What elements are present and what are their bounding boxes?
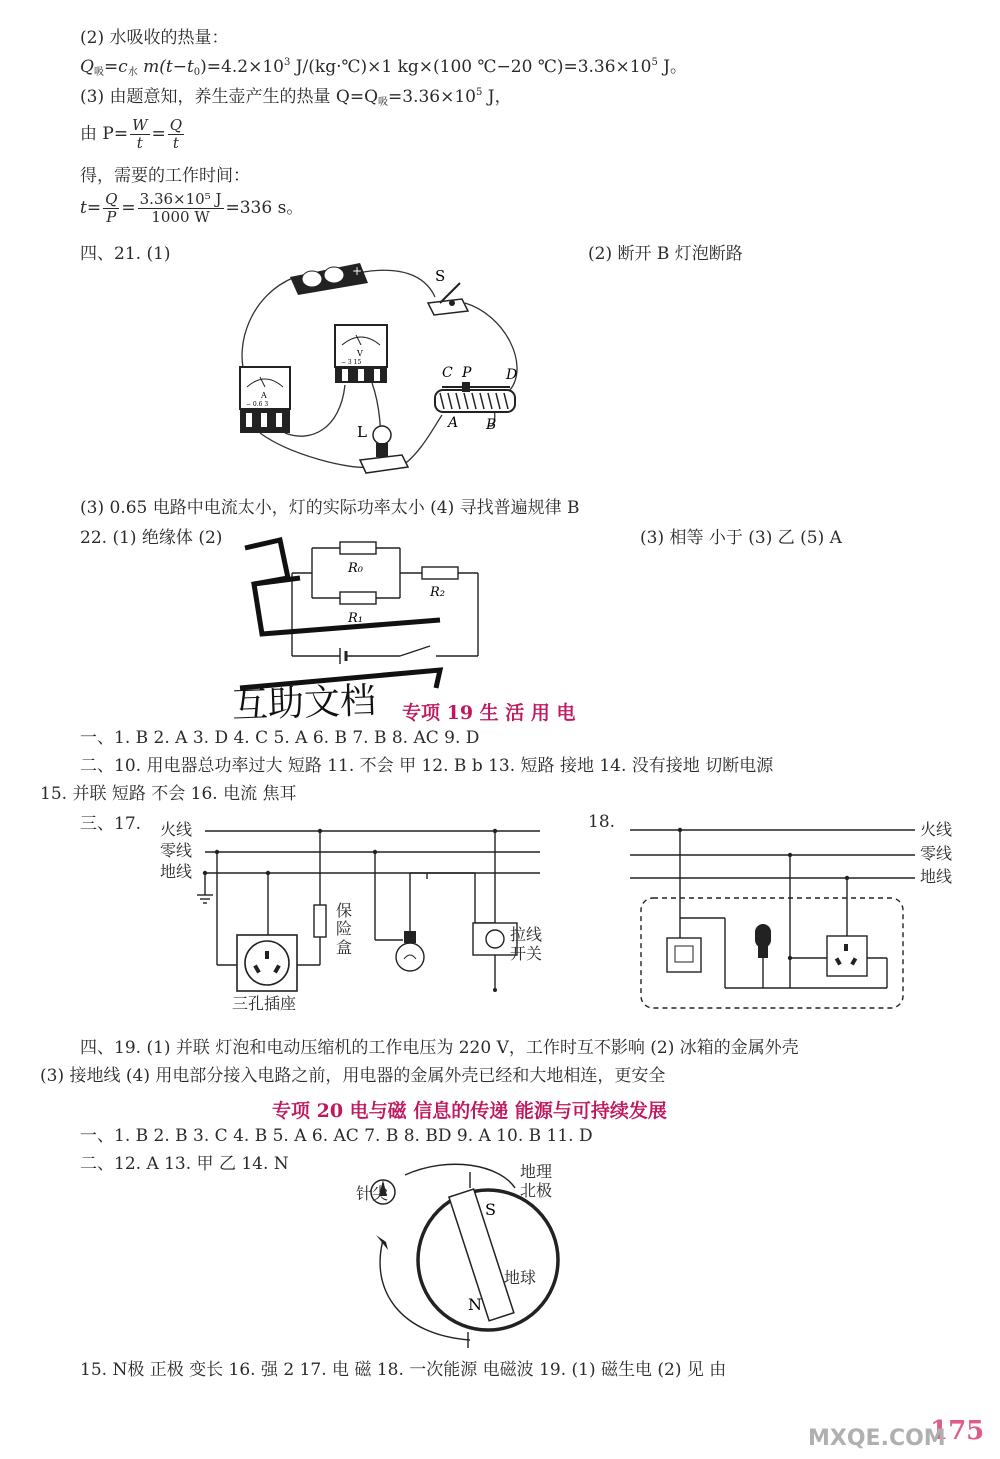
socket-icon [237, 935, 297, 991]
section-19-fill-answers-2: 15. 并联 短路 不会 16. 电流 焦耳 [40, 784, 297, 804]
section-20-choice-answers: 一、1. B 2. B 3. C 4. B 5. A 6. AC 7. B 8. BD 9. A 10. B 11. D [80, 1126, 593, 1146]
q17-zero-line-label: 零线 [160, 841, 193, 860]
rheostat-p: P [462, 365, 472, 381]
rheostat-icon [435, 382, 515, 412]
section-19-title: 专项 19 生 活 用 电 [402, 702, 576, 724]
watermark-stamp: 互助文档 [231, 680, 377, 727]
rheostat-d: D [506, 367, 518, 383]
ammeter-scale: − 0.6 3 [246, 401, 269, 408]
rheostat-b: B [486, 417, 497, 433]
section-20-fill-answers-2: 15. N极 正极 变长 16. 强 2 17. 电 磁 18. 一次能源 电磁波 19. (1) 磁生电 (2) 见 由 [80, 1360, 727, 1380]
q21-label: 四、21. (1) [80, 244, 171, 264]
socket-icon [827, 936, 867, 976]
svg-text:−: − [292, 264, 303, 278]
earth-label: 地球 [504, 1268, 537, 1287]
voltmeter-scale: − 3 15 [341, 359, 362, 366]
battery-icon [290, 263, 368, 295]
q22-answer-3-5: (3) 相等 小于 (3) 乙 (5) A [640, 528, 842, 548]
site-watermark: MXQE.COM [808, 1426, 946, 1451]
q18-ground-line-label: 地线 [920, 867, 953, 886]
q17-ground-line-label: 地线 [160, 862, 193, 881]
q18-zero-line-label: 零线 [920, 844, 953, 863]
magnet-s-label: S [485, 1200, 496, 1219]
q19-answer-line-2: (3) 接地线 (4) 用电部分接入电路之前，用电器的金属外壳已经和大地相连，更安全 [40, 1066, 666, 1086]
q2-formula: $Q_吸=c_水$ $m(t-t_0)=4.2\times 10^3$ J/(kg·℃)×1 kg×(100 ℃−20 $℃)=3.36\times 10^5$ J。 [80, 57, 688, 78]
section-19-fill-answers-1: 二、10. 用电器总功率过大 短路 11. 不会 甲 12. B b 13. 短路 接地 14. 没有接地 切断电源 [80, 756, 774, 776]
switch-icon [428, 283, 468, 315]
q18-label: 18. [588, 812, 616, 832]
q17-fire-line-label: 火线 [160, 820, 193, 839]
bulb-icon [396, 931, 424, 971]
lamp-icon [360, 426, 408, 473]
q22-circuit-diagram [240, 538, 500, 688]
q21-circuit-diagram [230, 255, 540, 495]
bulb-icon [755, 924, 771, 958]
voltmeter-label: V [357, 349, 363, 358]
q21-answer-3-4: (3) 0.65 电路中电流太小，灯的实际功率太小 (4) 寻找普遍规律 B [80, 498, 580, 518]
q21-answer-2: (2) 断开 B 灯泡断路 [588, 244, 743, 264]
section-19-choice-answers: 一、1. B 2. A 3. D 4. C 5. A 6. B 7. B 8. AC 9. D [80, 728, 480, 748]
q18-fire-line-label: 火线 [920, 820, 953, 839]
socket-label: 三孔插座 [232, 994, 297, 1013]
ammeter-label: A [261, 391, 267, 400]
section-20-title: 专项 20 电与磁 信息的传递 能源与可持续发展 [272, 1100, 667, 1122]
q17-label: 三、17. [80, 814, 142, 834]
lamp-label: L [357, 423, 367, 441]
q2-label: (2) 水吸收的热量： [80, 28, 229, 48]
q3-line: (3) 由题意知，养生壶产生的热量 $Q=Q_吸=3.36\times 10^5$ J， [80, 87, 512, 108]
rheostat-c: C [442, 365, 453, 381]
time-formula: t= $\frac{Q}{P}$ = $\frac{\text{3.36×10⁵ J}}{1000 W}$ =336 s。 [80, 190, 304, 226]
power-formula: 由 P= $\frac{W}{t}$ = $\frac{Q}{t}$ [80, 116, 183, 152]
geographic-north-label: 地理北极 [520, 1162, 553, 1201]
switch-label: S [435, 267, 446, 285]
svg-text:+: + [352, 264, 363, 278]
q17-wiring-diagram [195, 825, 550, 995]
switch-box-icon [667, 938, 701, 972]
q19-answer-line-1: 四、19. (1) 并联 灯泡和电动压缩机的工作电压为 220 V，工作时互不影响 (2) 冰箱的金属外壳 [80, 1038, 799, 1058]
needle-tip-label: 针尖 [356, 1184, 389, 1203]
r1-label: R₁ [348, 611, 363, 626]
get-time-label: 得，需要的工作时间： [80, 166, 250, 186]
magnet-n-label: N [468, 1295, 482, 1314]
r0-label: R₀ [348, 561, 363, 576]
pull-switch-label: 拉线开关 [510, 925, 543, 964]
section-20-fill-answers-1: 二、12. A 13. 甲 乙 14. N [80, 1154, 289, 1174]
page-number: 175 [930, 1416, 985, 1446]
r2-label: R₂ [430, 585, 445, 600]
q18-wiring-diagram [625, 818, 915, 1013]
ammeter-icon [240, 367, 290, 433]
fuse-box-label: 保险盒 [336, 901, 353, 957]
rheostat-a: A [448, 415, 459, 431]
q22-answer-1: 22. (1) 绝缘体 (2) [80, 528, 223, 548]
